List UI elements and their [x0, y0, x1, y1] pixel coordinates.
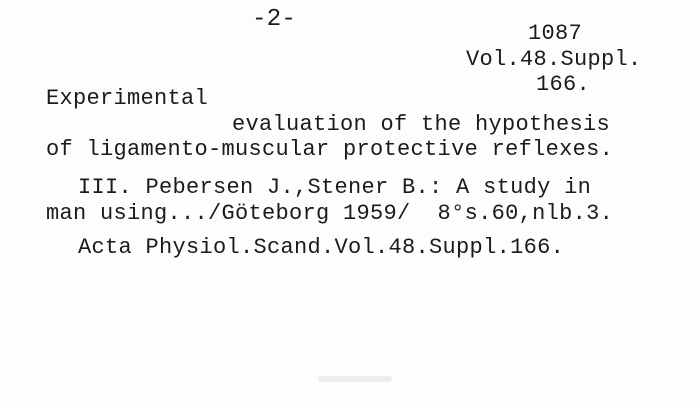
title-line-3: of ligamento-muscular protective reflexes.	[46, 137, 614, 162]
supplement-number: 166.	[536, 72, 591, 97]
catalog-number: 1087	[528, 21, 583, 46]
citation-line-2: man using.../Göteborg 1959/ 8°s.60,nlb.3.	[46, 201, 614, 226]
page-number: -2-	[252, 6, 297, 33]
faint-stamp-mark	[318, 376, 392, 382]
citation-line-1: III. Pebersen J.,Stener B.: A study in	[78, 175, 592, 200]
volume-reference: Vol.48.Suppl.	[466, 47, 642, 72]
title-line-1: Experimental	[46, 86, 209, 111]
title-line-2: evaluation of the hypothesis	[232, 112, 611, 137]
citation-line-3: Acta Physiol.Scand.Vol.48.Suppl.166.	[78, 235, 565, 260]
